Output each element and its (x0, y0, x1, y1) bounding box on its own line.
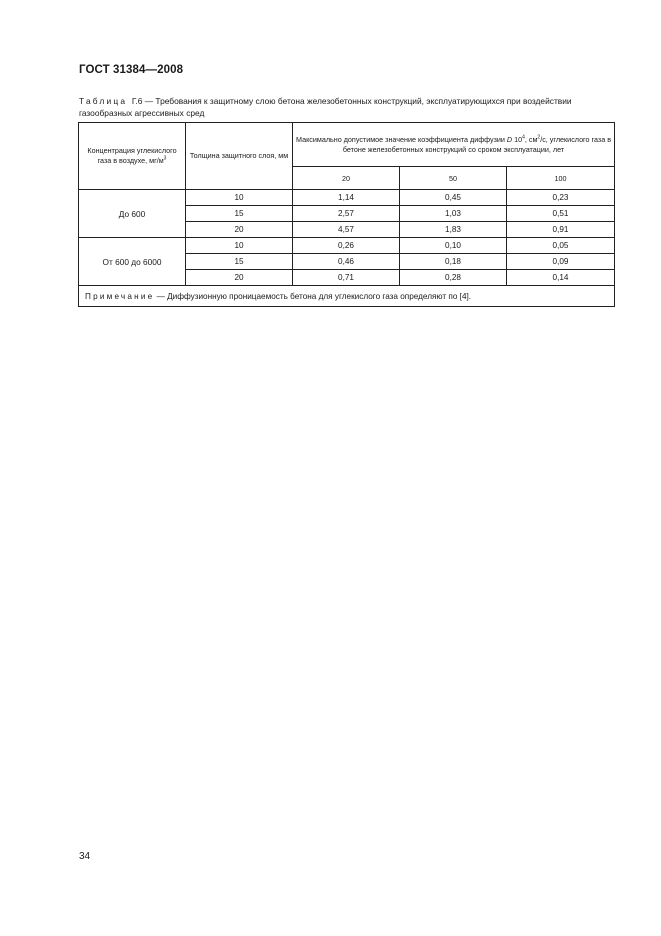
value-cell: 0,51 (507, 206, 615, 222)
thickness-cell: 15 (186, 206, 293, 222)
value-cell: 0,71 (293, 270, 400, 286)
group-concentration-label: От 600 до 6000 (79, 238, 186, 286)
value-cell: 1,03 (400, 206, 507, 222)
value-cell: 1,83 (400, 222, 507, 238)
header-period-50: 50 (400, 167, 507, 190)
value-cell: 1,14 (293, 190, 400, 206)
value-cell: 0,05 (507, 238, 615, 254)
page-number: 34 (79, 851, 91, 862)
thickness-cell: 20 (186, 270, 293, 286)
value-cell: 0,23 (507, 190, 615, 206)
thickness-cell: 15 (186, 254, 293, 270)
thickness-cell: 10 (186, 238, 293, 254)
value-cell: 0,46 (293, 254, 400, 270)
thickness-cell: 10 (186, 190, 293, 206)
table-row (79, 238, 615, 254)
value-cell: 0,18 (400, 254, 507, 270)
header-layer-thickness: Толщина защитного слоя, мм (186, 123, 293, 190)
header-diffusion-coefficient: Максимально допустимое значение коэффициента диффузии D $10^4$, $см^2/с$, углекислого газа в бетоне железобетонных конструкций со сроком эксплуатации, лет (293, 123, 615, 167)
value-cell: 0,14 (507, 270, 615, 286)
note-text: — Диффузионную проницаемость бетона для углекислого газа определяют по [4]. (154, 291, 472, 301)
header-period-100: 100 (507, 167, 615, 190)
caption-label: Таблица (79, 96, 128, 106)
value-cell: 0,26 (293, 238, 400, 254)
caption-number: Г.6 (131, 96, 143, 106)
header-period-20: 20 (293, 167, 400, 190)
value-cell: 2,57 (293, 206, 400, 222)
value-cell: 0,09 (507, 254, 615, 270)
header-co2-concentration: Концентрация углекислого газа в воздухе, $мг/м^3$ (79, 123, 186, 190)
protective-layer-table (78, 122, 615, 307)
document-code-header: ГОСТ 31384—2008 (79, 64, 184, 76)
table-row (79, 190, 615, 206)
table-caption (79, 95, 619, 119)
value-cell: 0,45 (400, 190, 507, 206)
thickness-cell: 20 (186, 222, 293, 238)
value-cell: 0,28 (400, 270, 507, 286)
value-cell: 0,10 (400, 238, 507, 254)
group-concentration-label: До 600 (79, 190, 186, 238)
caption-text: — Требования к защитному слою бетона железобетонных конструкций, эксплуатирующихся при воздействии газообразных агрессивных сред (79, 96, 572, 118)
table-note (79, 286, 615, 307)
note-label: Примечание (85, 291, 155, 301)
value-cell: 4,57 (293, 222, 400, 238)
value-cell: 0,91 (507, 222, 615, 238)
